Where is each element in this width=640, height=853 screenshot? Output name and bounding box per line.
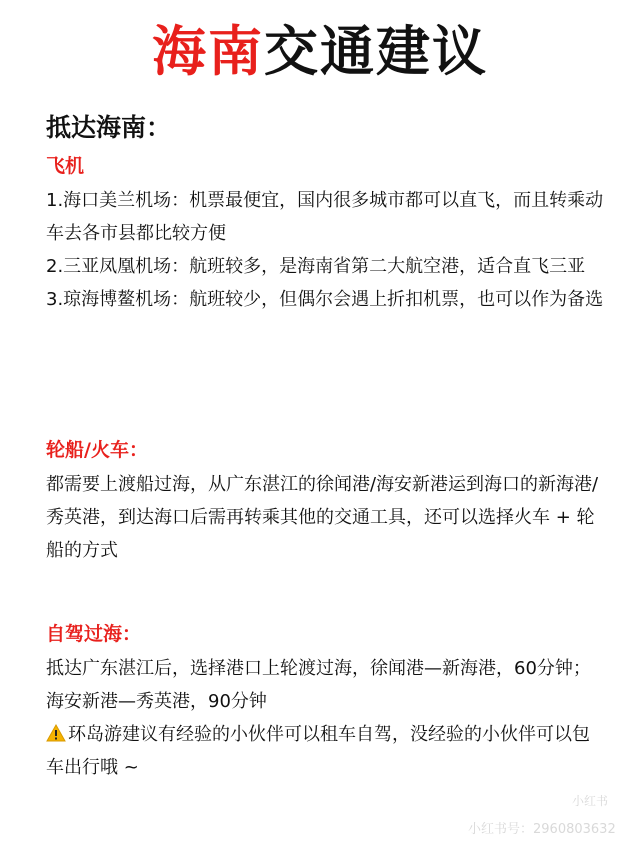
ferry-text: 都需要上渡船过海，从广东湛江的徐闻港/海安新港运到海口的新海港/秀英港，到达海口后需再转乘其他的交通工具，还可以选择火车 + 轮船的方式: [46, 474, 599, 561]
arrive-heading: 抵达海南：: [46, 113, 172, 142]
drive-block: [46, 652, 606, 784]
plane-item-2: 2.三亚凤凰机场：航班较多，是海南省第二大航空港，适合直飞三亚: [46, 256, 586, 277]
plane-label: 飞机: [46, 155, 85, 177]
drive-tip-text: 环岛游建议有经验的小伙伴可以租车自驾，没经验的小伙伴可以包车出行哦 ~: [46, 724, 590, 778]
warning-icon: [46, 720, 66, 738]
title-rest: 交通建议: [264, 20, 488, 83]
plane-item-1: 1.海口美兰机场：机票最便宜，国内很多城市都可以直飞，而且转乘动车去各市县都比较方便: [46, 190, 604, 244]
watermark-id: 小红书号：2960803632: [468, 822, 616, 837]
plane-list: [46, 184, 606, 316]
drive-text: 抵达广东湛江后，选择港口上轮渡过海，徐闻港—新海港，60分钟；海安新港—秀英港，90分钟: [46, 658, 591, 712]
plane-item-3: 3.琼海博鳌机场：航班较少，但偶尔会遇上折扣机票，也可以作为备选: [46, 289, 604, 310]
drive-label: 自驾过海：: [46, 623, 142, 645]
ferry-label: 轮船/火车：: [46, 439, 148, 461]
watermark-logo: 小红书: [572, 794, 609, 808]
drive-tip: [46, 718, 606, 784]
page-title: [0, 16, 640, 88]
title-accent: 海南: [152, 20, 264, 83]
